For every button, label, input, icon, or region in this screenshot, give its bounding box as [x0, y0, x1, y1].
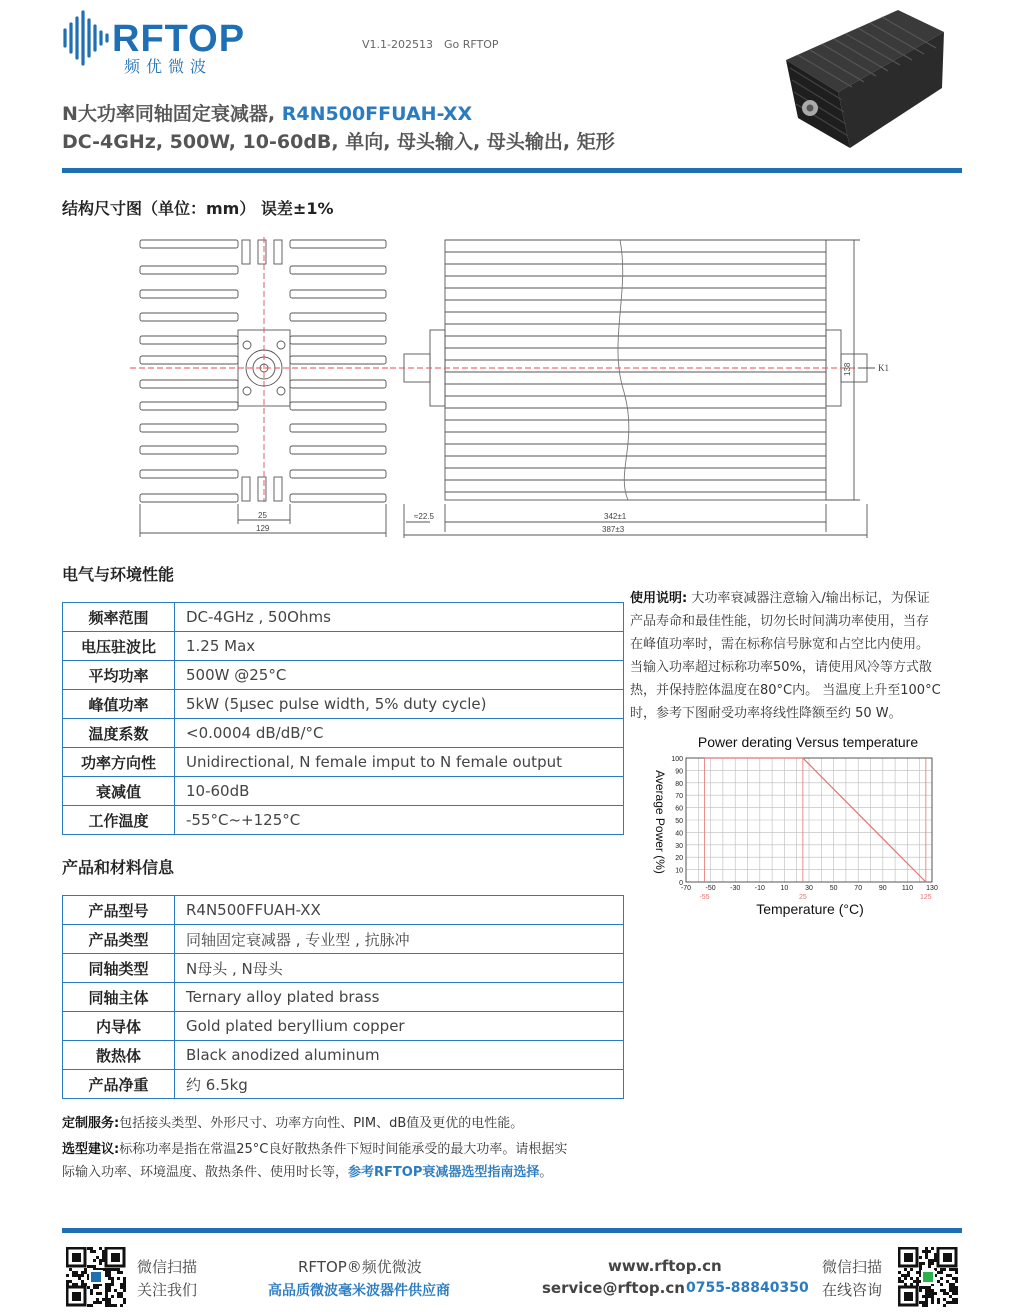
row-value: 5kW (5µsec pulse width, 5% duty cycle): [175, 690, 624, 719]
chart-xtick-label: 110: [901, 885, 913, 892]
row-key: 产品类型: [63, 925, 175, 954]
derating-chart: [630, 728, 970, 924]
row-value: DC-4GHz , 50Ohms: [175, 603, 624, 632]
custom-text: 包括接头类型、外形尺寸、功率方向性、PIM、dB值及更优的电性能。: [119, 1116, 524, 1131]
row-value: 500W @25°C: [175, 661, 624, 690]
chart-xtick-label: 30: [805, 885, 813, 892]
table-row: [63, 925, 624, 954]
dim-22-5-label: ≈22.5: [414, 512, 434, 521]
usage-note: [630, 587, 965, 725]
product-table: [62, 895, 624, 1099]
select-text-2: 际输入功率、环境温度、散热条件、使用时长等，: [62, 1165, 349, 1180]
select-text-1: 标称功率是指在常温25°C良好散热条件下短时间能承受的最大功率。请根据实: [119, 1142, 568, 1157]
row-key: 同轴类型: [63, 954, 175, 983]
row-key: 散热体: [63, 1041, 175, 1070]
page-title: [62, 99, 472, 126]
table-row: [63, 896, 624, 925]
row-value: <0.0004 dB/dB/°C: [175, 719, 624, 748]
row-key: 产品型号: [63, 896, 175, 925]
logo-wave-icon: [62, 8, 112, 66]
wechat-scan-label-right: 微信扫描: [822, 1258, 883, 1276]
row-key: 频率范围: [63, 603, 175, 632]
usage-line-4: 当输入功率超过标称功率50%，请使用风冷等方式散: [630, 660, 932, 675]
table-row: [63, 661, 624, 690]
wechat-scan-label-left: 微信扫描: [137, 1258, 198, 1276]
usage-line-6: 时，参考下图耐受功率将线性降额至约 50 W。: [630, 706, 902, 721]
version: V1.1-202513: [362, 38, 433, 51]
row-value: -55°C~+125°C: [175, 806, 624, 835]
footer-slogan: 高品质微波毫米波器件供应商: [268, 1283, 450, 1299]
row-value: 约 6.5kg: [175, 1070, 624, 1099]
row-value: N母头 , N母头: [175, 954, 624, 983]
row-key: 衰减值: [63, 777, 175, 806]
row-key: 产品净重: [63, 1070, 175, 1099]
row-key: 功率方向性: [63, 748, 175, 777]
chart-marker-label: 25: [798, 894, 807, 901]
row-value: R4N500FFUAH-XX: [175, 896, 624, 925]
product-photo: [778, 8, 948, 156]
chart-ytick-label: 0: [679, 880, 683, 887]
website-link[interactable]: www.rftop.cn: [608, 1257, 722, 1275]
table-row: [63, 719, 624, 748]
chart-marker-label: 125: [920, 894, 932, 901]
dim-138-label: 138: [843, 362, 852, 376]
chart-xtick-label: -30: [730, 885, 741, 892]
row-key: 内导体: [63, 1012, 175, 1041]
wechat-qr-code-right: [898, 1247, 958, 1307]
row-key: 工作温度: [63, 806, 175, 835]
brand-name: RFTOP: [112, 18, 246, 60]
usage-line-3: 在峰值功率时，需在标称信号脉宽和占空比内使用。: [630, 637, 930, 652]
usage-line-5: 热，并保持腔体温度在80°C内。 当温度上升至100°C: [630, 683, 941, 698]
row-value: Unidirectional, N female imput to N female output: [175, 748, 624, 777]
row-key: 同轴主体: [63, 983, 175, 1012]
custom-service-note: [62, 1112, 622, 1135]
chart-xtick-label: 50: [829, 885, 838, 892]
chart-ytick-label: 90: [675, 768, 683, 776]
chart-ytick-label: 100: [671, 756, 683, 763]
usage-line-2: 产品寿命和最佳性能，切勿长时间满功率使用，当存: [630, 614, 930, 629]
chart-ytick-label: 40: [675, 830, 683, 838]
row-value: Ternary alloy plated brass: [175, 983, 624, 1012]
end-view: [130, 237, 395, 537]
select-label: 选型建议:: [62, 1142, 120, 1157]
chart-ylabel: Average Power (%): [653, 770, 667, 874]
logo: [62, 8, 272, 74]
electrical-table: [62, 602, 624, 835]
table-row: [63, 690, 624, 719]
electrical-heading: 电气与环境性能: [62, 565, 175, 584]
chart-xtick-label: 10: [780, 885, 789, 892]
chart-ytick-label: 20: [675, 855, 683, 863]
chart-ytick-label: 50: [675, 818, 683, 825]
row-key: 电压驻波比: [63, 632, 175, 661]
k1-label: K1: [878, 363, 889, 373]
row-value: Black anodized aluminum: [175, 1041, 624, 1070]
selection-guide-link[interactable]: 参考RFTOP衰减器选型指南选择: [348, 1165, 540, 1180]
table-row: [63, 1012, 624, 1041]
wechat-qr-code-left: [66, 1247, 126, 1307]
chart-xtick-label: 70: [854, 885, 863, 892]
table-row: [63, 603, 624, 632]
chart-ytick-label: 60: [675, 805, 683, 813]
goto-link[interactable]: Go RFTOP: [444, 38, 499, 51]
chart-xtick-label: -50: [705, 885, 716, 892]
chart-ytick-label: 10: [675, 867, 683, 875]
table-row: [63, 983, 624, 1012]
table-row: [63, 748, 624, 777]
chart-xtick-label: 90: [878, 885, 887, 892]
chart-xtick-label: 130: [926, 885, 938, 892]
email-link[interactable]: service@rftop.cn: [542, 1279, 685, 1297]
table-row: [63, 806, 624, 835]
header-divider: [62, 168, 962, 173]
chart-marker-label: -55: [699, 894, 710, 901]
title-prefix: N大功率同轴固定衰减器,: [62, 103, 276, 125]
row-value: 1.25 Max: [175, 632, 624, 661]
chart-title: Power derating Versus temperature: [697, 734, 919, 750]
table-row: [63, 777, 624, 806]
selection-note: 选型建议:标称功率是指在常温25°C良好散热条件下短时间能承受的最大功率。请根据实 际输入功率、环境温度、散热条件、使用时长等，参考RFTOP衰减器选型指南选择。: [62, 1142, 568, 1180]
chart-xtick-label: -10: [754, 885, 765, 892]
product-heading: 产品和材料信息: [62, 858, 175, 877]
chart-xlabel: Temperature (°C): [756, 901, 864, 917]
row-key: 温度系数: [63, 719, 175, 748]
table-row: [63, 954, 624, 983]
follow-us-label: 关注我们: [137, 1281, 198, 1299]
chart-ytick-label: 80: [675, 780, 683, 788]
footer-brand: RFTOP®频优微波: [298, 1258, 422, 1276]
dim-387-label: 387±3: [602, 525, 625, 534]
row-value: Gold plated beryllium copper: [175, 1012, 624, 1041]
row-key: 平均功率: [63, 661, 175, 690]
custom-label: 定制服务:: [62, 1116, 120, 1131]
usage-label: 使用说明:: [630, 591, 688, 606]
side-view: [390, 240, 875, 538]
chart-ytick-label: 70: [675, 793, 683, 801]
dimension-drawing: [130, 232, 910, 547]
row-value: 同轴固定衰减器 , 专业型 , 抗脉冲: [175, 925, 624, 954]
page-subtitle: DC-4GHz, 500W, 10-60dB, 单向, 母头输入, 母头输出, 矩形: [62, 131, 615, 153]
footer-divider: [62, 1228, 962, 1233]
chart-ytick-label: 30: [675, 842, 683, 850]
phone-number[interactable]: 0755-88840350: [686, 1280, 809, 1296]
row-value: 10-60dB: [175, 777, 624, 806]
dim-25-label: 25: [258, 511, 267, 520]
brand-cn: 频优微波: [124, 57, 213, 76]
dim-129-label: 129: [256, 524, 270, 533]
table-row: [63, 1041, 624, 1070]
table-row: [63, 632, 624, 661]
usage-line-1: 使用说明: 大功率衰减器注意输入/输出标记，为保证: [630, 591, 930, 606]
model-number: R4N500FFUAH-XX: [281, 103, 473, 125]
online-consult-label: 在线咨询: [822, 1281, 883, 1299]
table-row: [63, 1070, 624, 1099]
chart-xtick-label: -70: [680, 885, 692, 892]
dim-342-label: 342±1: [604, 512, 627, 521]
row-key: 峰值功率: [63, 690, 175, 719]
drawing-heading: 结构尺寸图（单位：mm） 误差±1%: [62, 199, 334, 218]
